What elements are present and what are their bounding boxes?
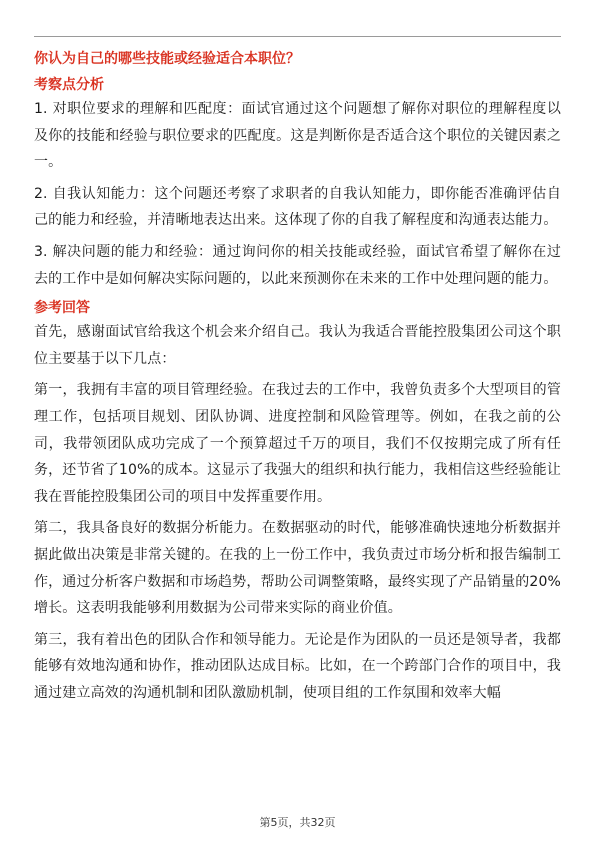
- answer-paragraph-3: 第三，我有着出色的团队合作和领导能力。无论是作为团队的一员还是领导者，我都能够有效地沟通和协作，推动团队达成目标。比如，在一个跨部门合作的项目中，我通过建立高效的沟通机制和团队激励机制，使项目组的工作氛围和效率大幅: [34, 631, 561, 701]
- answer-paragraph-2: 第二，我具备良好的数据分析能力。在数据驱动的时代，能够准确快速地分析数据并据此做出决策是非常关键的。在我的上一份工作中，我负责过市场分析和报告编制工作，通过分析客户数据和市场趋势，帮助公司调整策略，最终实现了产品销量的20%增长。这表明我能够利用数据为公司带来实际的商业价值。: [34, 520, 561, 617]
- analysis-point-3: 3. 解决问题的能力和经验：通过询问你的相关技能或经验，面试官希望了解你在过去的工作中是如何解决实际问题的，以此来预测你在未来的工作中处理问题的能力。: [34, 243, 561, 287]
- header-rule: [34, 36, 561, 37]
- analysis-point-1: 1. 对职位要求的理解和匹配度：面试官通过这个问题想了解你对职位的理解程度以及你的技能和经验与职位要求的匹配度。这是判断你是否适合这个职位的关键因素之一。: [34, 101, 561, 171]
- answer-paragraph-intro: 首先，感谢面试官给我这个机会来介绍自己。我认为我适合晋能控股集团公司这个职位主要基于以下几点：: [34, 324, 561, 367]
- page-content: [34, 44, 561, 711]
- answer-heading: 参考回答: [34, 300, 90, 317]
- analysis-point-2: 2. 自我认知能力：这个问题还考察了求职者的自我认知能力，即你能否准确评估自己的能力和经验，并清晰地表达出来。这体现了你的自我了解程度和沟通表达能力。: [34, 185, 561, 229]
- page-number: 第5页，共32页: [259, 816, 336, 829]
- answer-paragraph-1: 第一，我拥有丰富的项目管理经验。在我过去的工作中，我曾负责多个大型项目的管理工作，包括项目规划、团队协调、进度控制和风险管理等。例如，在我之前的公司，我带领团队成功完成了一个预算超过千万的项目，我们不仅按期完成了所有任务，还节省了10%的成本。这显示了我强大的组织和执行能力，我相信这些经验能让我在晋能控股集团公司的项目中发挥重要作用。: [34, 382, 561, 505]
- question-title: 你认为自己的哪些技能或经验适合本职位？: [34, 51, 300, 67]
- analysis-heading: 考察点分析: [34, 77, 104, 93]
